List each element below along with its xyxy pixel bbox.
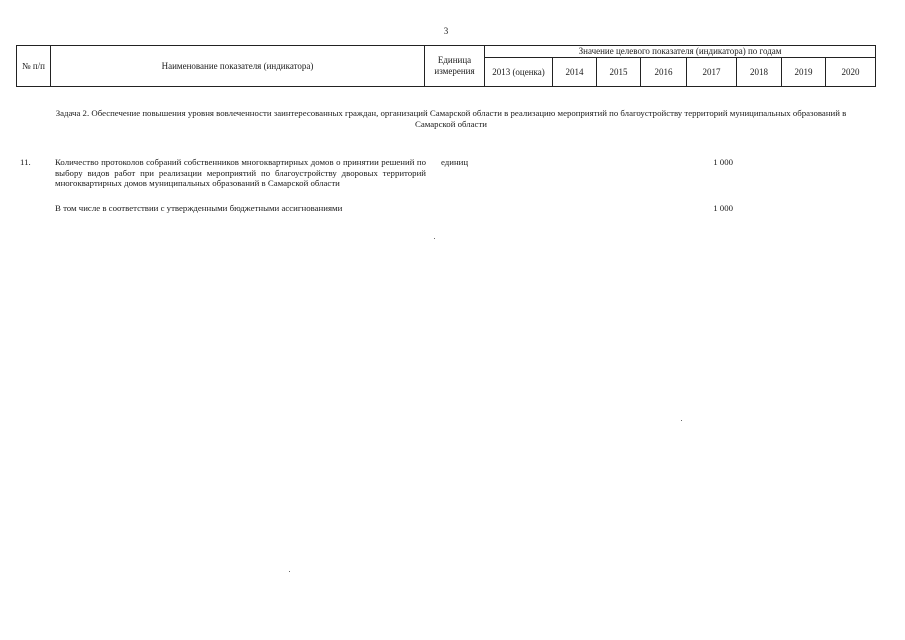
page-number: 3 xyxy=(443,26,449,36)
scan-speck xyxy=(681,420,682,421)
task-heading: Задача 2. Обеспечение повышения уровня вовлеченности заинтересованных граждан, организаций Самарской области в реализацию мероприятий по благоустройству территорий муниципальных образований в Самарской области xyxy=(55,108,847,129)
num-column-header: № п/п xyxy=(17,46,51,87)
year-header: 2014 xyxy=(553,58,597,87)
sub-indicator-name: В том числе в соответствии с утвержденными бюджетными ассигнованиями xyxy=(55,203,343,213)
sub-indicator-value-2017: 1 000 xyxy=(713,203,733,213)
indicator-table-header xyxy=(16,45,876,87)
year-header: 2020 xyxy=(826,58,876,87)
year-header: 2018 xyxy=(737,58,782,87)
name-column-header: Наименование показателя (индикатора) xyxy=(51,46,425,87)
indicator-unit: единиц xyxy=(441,157,469,167)
year-header: 2019 xyxy=(782,58,826,87)
unit-column-header: Единица измерения xyxy=(425,46,485,87)
year-header: 2015 xyxy=(597,58,641,87)
year-header: 2017 xyxy=(687,58,737,87)
scan-speck xyxy=(434,238,435,239)
row-number: 11. xyxy=(20,157,31,167)
indicator-value-2017: 1 000 xyxy=(713,157,733,167)
year-header: 2016 xyxy=(641,58,687,87)
values-group-header: Значение целевого показателя (индикатора) по годам xyxy=(485,46,876,58)
indicator-name: Количество протоколов собраний собственников многоквартирных домов о принятии решений по выбору видов работ при реализации мероприятий по благоустройству дворовых территорий многоквартирных домов муниципальных образований в Самарской области xyxy=(55,157,426,188)
scan-speck xyxy=(289,571,290,572)
year-header: 2013 (оценка) xyxy=(485,58,553,87)
